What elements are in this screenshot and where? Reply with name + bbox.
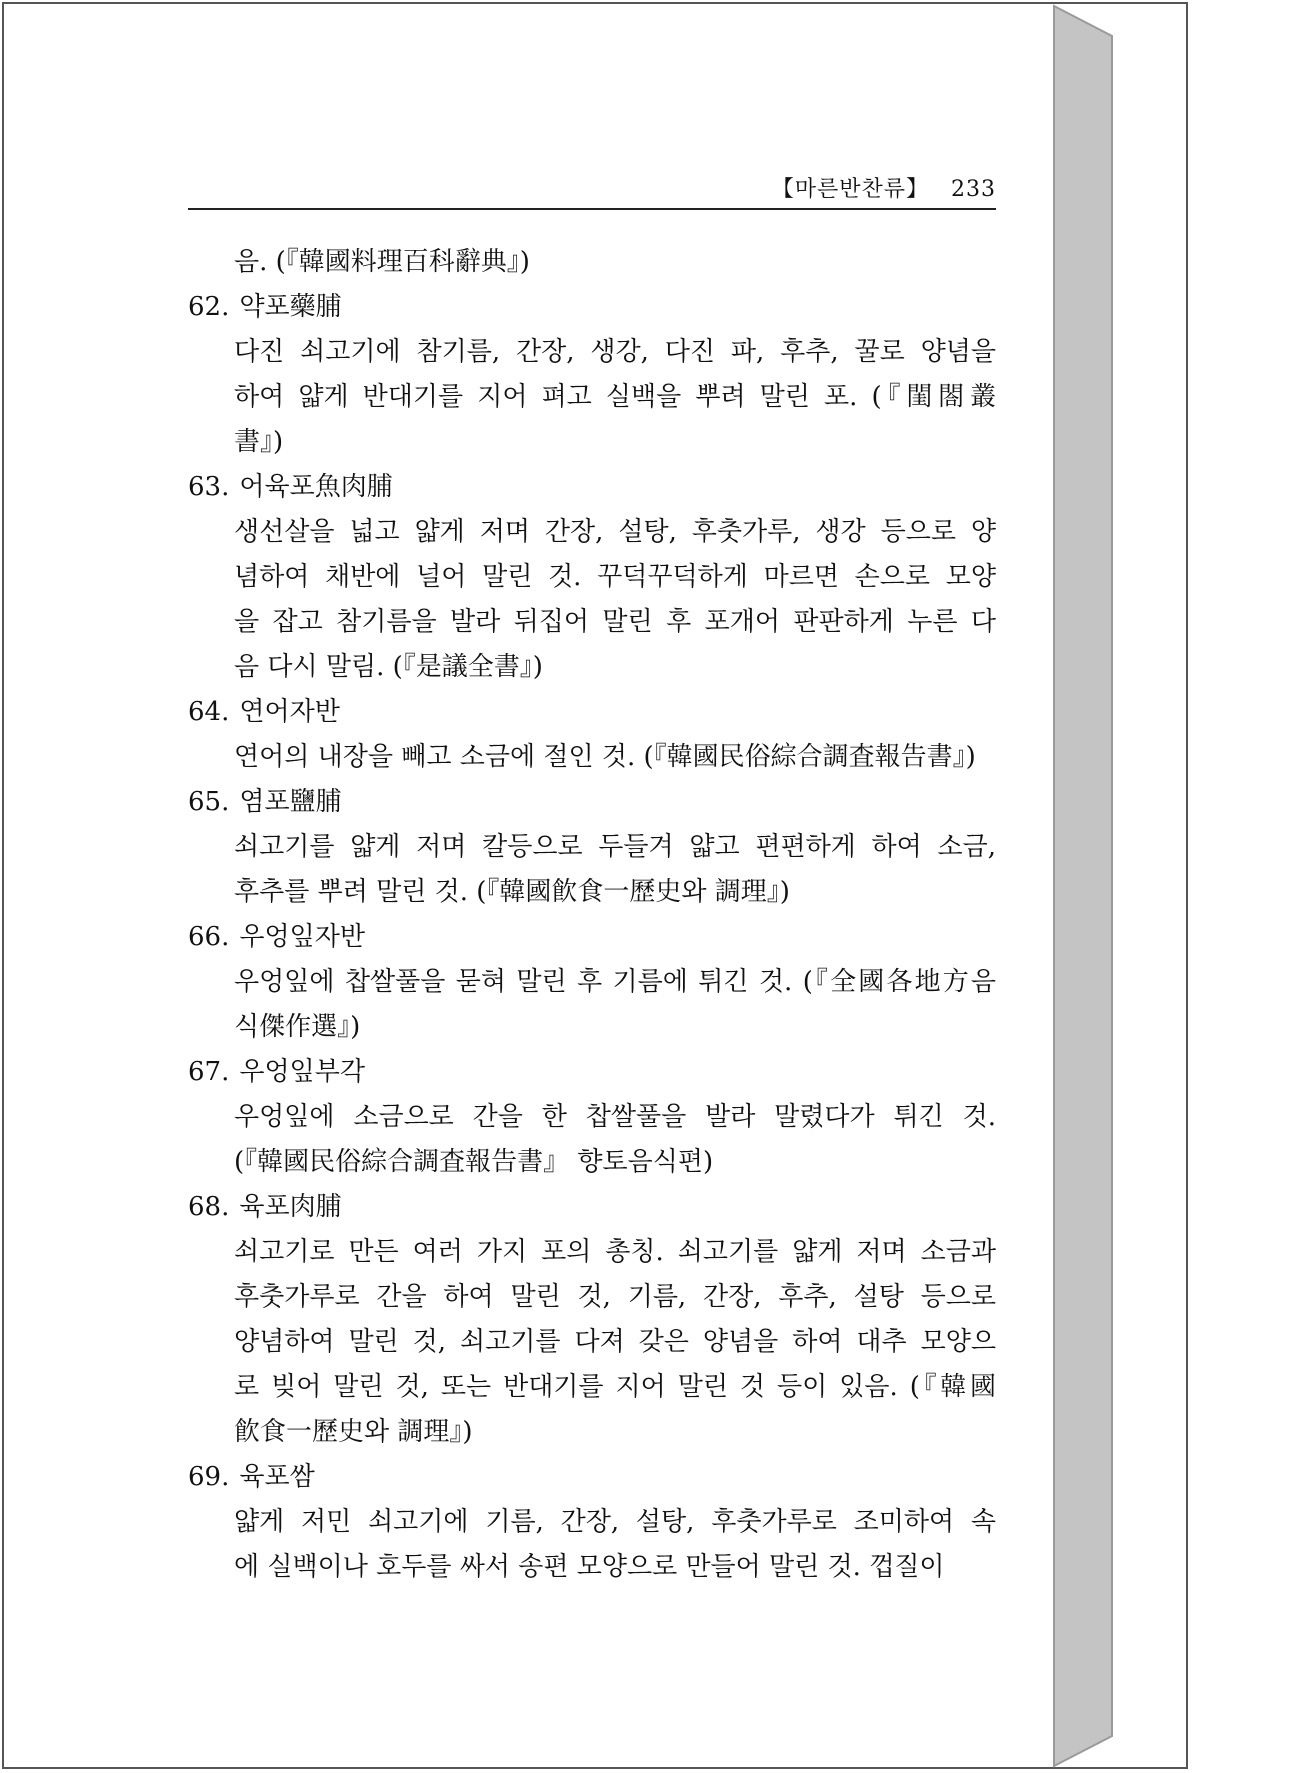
dictionary-entry: [188, 285, 996, 465]
entry-number: 65.: [188, 787, 230, 817]
entry-title: 육포쌈: [239, 1462, 315, 1492]
entry-definition-line: 書』): [234, 427, 284, 457]
dictionary-entry: [188, 915, 996, 1050]
entry-definition-line: 후춧가루로 간을 하여 말린 것, 기름, 간장, 후추, 설탕 등으로: [234, 1282, 996, 1312]
entry-definition-line: 쇠고기로 만든 여러 가지 포의 총칭. 쇠고기를 얇게 저며 소금과: [234, 1237, 996, 1267]
header-rule: [188, 208, 996, 210]
entry-number: 67.: [188, 1057, 230, 1087]
entry-definition-line: 음 다시 말림. (『是議全書』): [234, 652, 543, 682]
entry-title: 우엉잎자반: [239, 922, 365, 952]
entry-number: 63.: [188, 472, 230, 502]
entry-number: 62.: [188, 292, 230, 322]
entry-title: 우엉잎부각: [239, 1057, 365, 1087]
entry-title: 연어자반: [239, 697, 340, 727]
entry-definition-line: 로 빚어 말린 것, 또는 반대기를 지어 말린 것 등이 있음. (『韓國: [234, 1372, 996, 1402]
entry-number: 68.: [188, 1192, 230, 1222]
section-title: 【마른반찬류】: [771, 177, 929, 202]
entry-definition-line: 얇게 저민 쇠고기에 기름, 간장, 설탕, 후춧가루로 조미하여 속: [234, 1507, 996, 1537]
dictionary-entry: [188, 1185, 996, 1455]
entry-heading: [188, 915, 996, 960]
entry-definition-line: 생선살을 넓고 얇게 저며 간장, 설탕, 후춧가루, 생강 등으로 양: [234, 517, 996, 547]
entry-title: 염포鹽脯: [239, 787, 342, 817]
dictionary-entry: [188, 780, 996, 915]
entry-definition-line: 을 잡고 참기름을 발라 뒤집어 말린 후 포개어 판판하게 누른 다: [234, 607, 996, 637]
dictionary-entries: [188, 240, 996, 1590]
entry-definition-line: 후추를 뿌려 말린 것. (『韓國飮食一歷史와 調理』): [234, 877, 790, 907]
dictionary-entry: [188, 240, 996, 285]
running-header: [188, 172, 996, 212]
entry-title: 어육포魚肉脯: [239, 472, 393, 502]
dictionary-entry: [188, 465, 996, 690]
dictionary-entry: [188, 1050, 996, 1185]
entry-heading: [188, 690, 996, 735]
entry-definition-line: 飮食一歷史와 調理』): [234, 1417, 473, 1447]
entry-heading: [188, 465, 996, 510]
entry-definition-line: 에 실백이나 호두를 싸서 송편 모양으로 만들어 말린 것. 껍질이: [234, 1552, 945, 1582]
entry-number: 64.: [188, 697, 230, 727]
entry-heading: [188, 780, 996, 825]
entry-number: 69.: [188, 1462, 230, 1492]
entry-definition-line: 양념하여 말린 것, 쇠고기를 다져 갖은 양념을 하여 대추 모양으: [234, 1327, 996, 1357]
entry-definition-line: 다진 쇠고기에 참기름, 간장, 생강, 다진 파, 후추, 꿀로 양념을: [234, 337, 996, 367]
entry-definition-line: 식傑作選』): [234, 1012, 361, 1042]
entry-definition-line: 연어의 내장을 빼고 소금에 절인 것. (『韓國民俗綜合調査報告書』): [234, 742, 976, 772]
entry-title: 약포藥脯: [239, 292, 342, 322]
entry-heading: [188, 1185, 996, 1230]
entry-definition-line: 우엉잎에 찹쌀풀을 묻혀 말린 후 기름에 튀긴 것. (『全國各地方음: [234, 967, 996, 997]
entry-definition-line: 쇠고기를 얇게 저며 칼등으로 두들겨 얇고 편편하게 하여 소금,: [234, 832, 996, 862]
entry-title: 육포肉脯: [239, 1192, 342, 1222]
entry-heading: [188, 1050, 996, 1095]
dictionary-entry: [188, 1455, 996, 1590]
entry-heading: [188, 1455, 996, 1500]
dictionary-entry: [188, 690, 996, 780]
entry-number: 66.: [188, 922, 230, 952]
page-number: 233: [951, 177, 996, 202]
entry-heading: [188, 285, 996, 330]
entry-definition-line: 하여 얇게 반대기를 지어 펴고 실백을 뿌려 말린 포. (『閨閤叢: [234, 382, 996, 412]
entry-definition-line: 음. (『韓國料理百科辭典』): [234, 247, 530, 277]
entry-definition-line: 념하여 채반에 널어 말린 것. 꾸덕꾸덕하게 마르면 손으로 모양: [234, 562, 996, 592]
entry-definition-line: 우엉잎에 소금으로 간을 한 찹쌀풀을 발라 말렸다가 튀긴 것.: [234, 1102, 996, 1132]
entry-definition-line: (『韓國民俗綜合調査報告書』 향토음식편): [234, 1147, 714, 1177]
